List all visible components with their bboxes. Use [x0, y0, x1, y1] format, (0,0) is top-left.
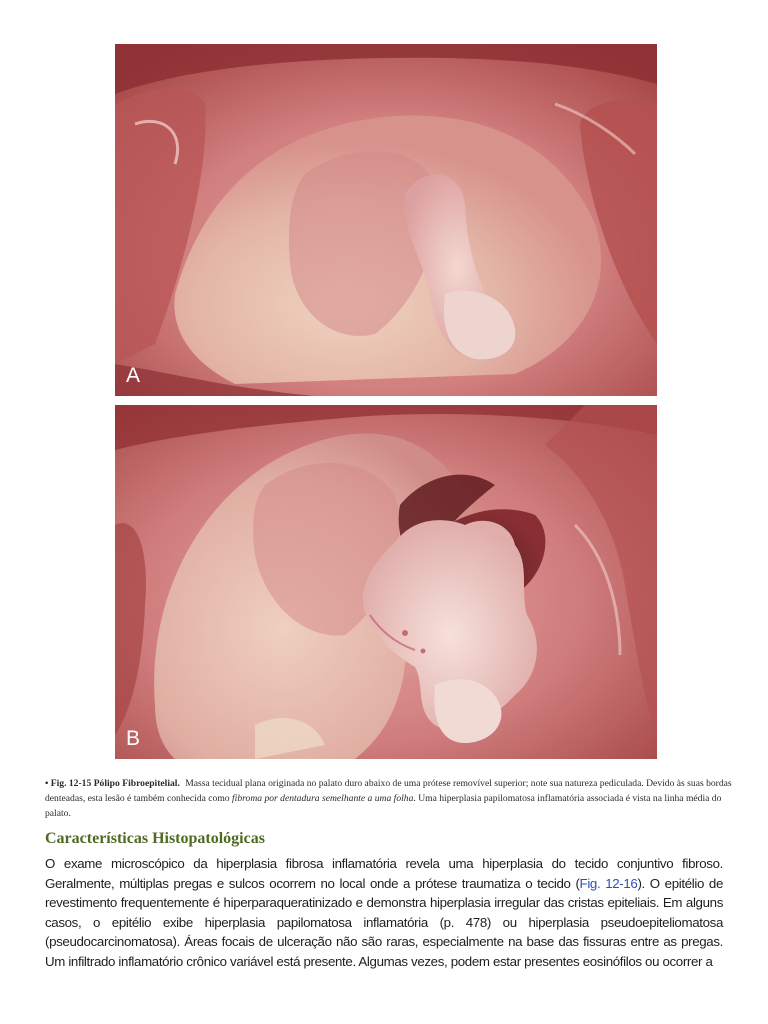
section-heading: Características Histopatológicas — [45, 830, 265, 847]
section-body-text — [45, 854, 723, 971]
clinical-photo-a — [115, 44, 657, 396]
caption-text-part1: Massa tecidual plana originada no palato duro abaixo de uma prótese removível superior; note sua natureza pediculada. Devido às suas bordas denteadas, esta lesão é também conhecida como — [45, 778, 732, 804]
panel-label-a: A — [126, 364, 141, 387]
caption-bullet: • — [45, 778, 49, 789]
figure-caption — [45, 776, 735, 821]
body-text-part2: ). O epitélio de revestimento frequentemente é hiperparaqueratinizado e demonstra hiperplasia irregular das cristas epiteliais. Em alguns casos, o epitélio exibe hiperplasia papilomatosa inflamatória (p. 478) ou hiperplasia pseudoepiteliomatosa (pseudocarcinomatosa). Áreas focais de ulceração não são raras, especialmente na base das fissuras entre as pregas. Um infiltrado inflamatório crônico variável está presente. Algumas vezes, podem estar presentes eosinófilos ou ocorrer a — [45, 875, 723, 969]
caption-title: Pólipo Fibroepitelial. — [93, 778, 180, 789]
palate-lesion-photo-icon — [115, 405, 657, 759]
caption-figure-id: Fig. 12-15 — [50, 778, 92, 789]
caption-italic-term: fibroma por dentadura semelhante a uma folha — [232, 793, 414, 804]
figure-reference-link[interactable]: Fig. 12-16 — [579, 875, 638, 891]
body-text-part1: O exame microscópico da hiperplasia fibrosa inflamatória revela uma hiperplasia do tecido conjuntivo fibroso. Geralmente, múltiplas pregas e sulcos ocorrem no local onde a prótese traumatiza o tecido ( — [45, 856, 723, 891]
caption-text-part2: . Uma hiperplasia papilomatosa inflamatória associada é vista na linha média do palato. — [45, 793, 722, 819]
palate-lesion-photo-icon — [115, 44, 657, 396]
panel-label-b: B — [126, 727, 141, 750]
clinical-photo-b — [115, 405, 657, 759]
